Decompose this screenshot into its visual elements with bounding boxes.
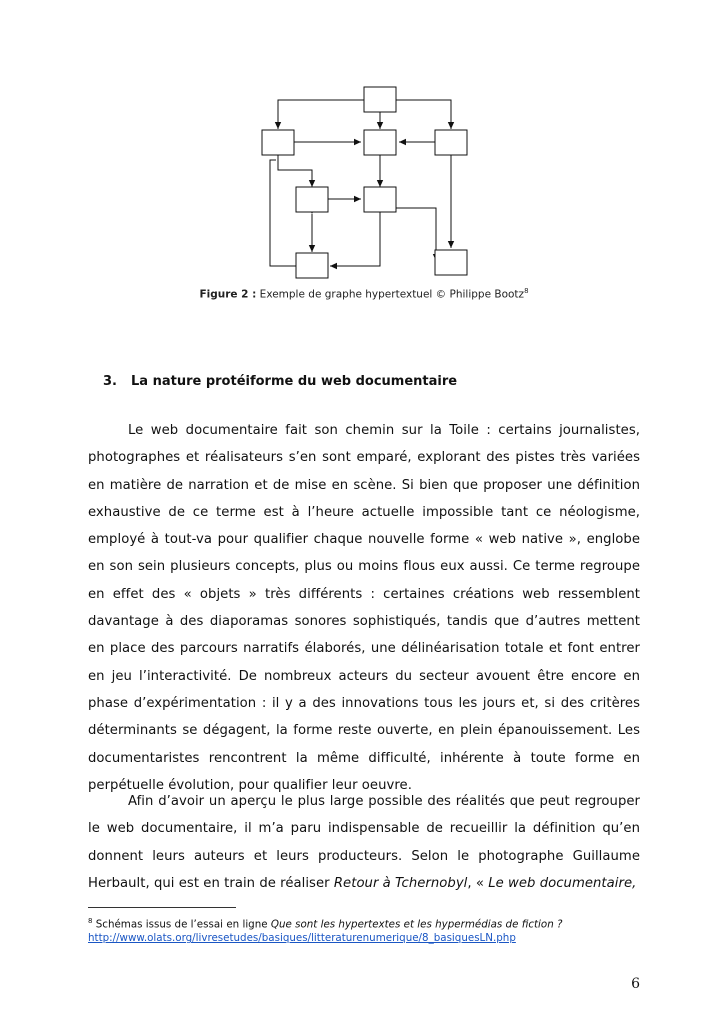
node-lower-left [296,187,328,212]
figure-note-ref: 8 [524,287,529,295]
paragraph-2-mid: , « [467,875,489,891]
section-heading [103,374,457,389]
footnote-separator [88,907,236,908]
footnote-source-title: Que sont les hypertextes et les hypermédias de fiction ? [270,918,563,931]
footnote-text: Schémas issus de l’essai en ligne [92,918,271,931]
edge-bottom-left-loop [270,160,296,266]
node-lower-middle [364,187,396,212]
edge-top-right [396,100,451,129]
edge-lowermiddle-bottomright [396,208,436,261]
section-number: 3. [103,374,117,389]
node-left [262,130,294,155]
edge-top-left [278,100,364,129]
footnote-number: 8 [88,917,93,925]
footnote-link[interactable]: http://www.olats.org/livresetudes/basiques/litteraturenumerique/8_basiquesLN.php [88,932,516,945]
node-bottom-right [435,250,467,275]
paragraph-1-text: Le web documentaire fait son chemin sur la Toile : certains journalistes, photographes et réalisateurs s’en sont emparé, explorant des pistes très variées en matière de narration et de mise en scène. Si bien que proposer une définition exhaustive de ce terme est à l’heure actuelle impossible tant ce néologisme, employé à tout-va pour qualifier chaque nouvelle forme « web native », englobe en son sein plusieurs concepts, plus ou moins flous eux aussi. Ce terme regroupe en effet des « objets » très différents : certaines créations web ressemblent davantage à des diaporamas sonores sophistiqués, tandis que d’autres mettent en place des parcours narratifs élaborés, une délinéarisation totale et font entrer en jeu l’interactivité. De nombreux acteurs du secteur avouent être encore en phase d’expérimentation : il y a des innovations tous les jours et, si des critères déterminants se dégagent, la forme reste ouverte, en plein épanouissement. Les documentaristes rencontrent la même difficulté, inhérente à toute forme en perpétuelle évolution, pour qualifier leur oeuvre. [88,423,640,793]
edge-left-lowerleft [278,155,312,187]
paragraph-2-text: Afin d’avoir un aperçu le plus large possible des réalités que peut regrouper le web documentaire, il m’a paru indispensable de recueillir la définition qu’en donnent leurs auteurs et leurs producteurs. Selon le photographe Guillaume Herbault, qui est en train de réaliser [88,794,640,891]
footnote [88,914,648,945]
node-bottom [296,253,328,278]
paragraph-2-work-title: Retour à Tchernobyl [333,875,468,891]
node-top [364,87,396,112]
section-title: La nature protéiforme du web documentaire [131,374,458,389]
node-right [435,130,467,155]
figure-caption [0,287,728,301]
hypertext-graph-diagram [0,0,728,300]
paragraph-2 [88,788,640,897]
edge-lowermiddle-bottom [330,212,380,266]
paragraph-1 [88,417,640,799]
figure-label: Figure 2 : [199,288,257,301]
paragraph-2-quote: Le web documentaire, [488,875,637,891]
page-number: 6 [631,976,640,992]
node-middle [364,130,396,155]
figure-caption-text: Exemple de graphe hypertextuel © Philippe Bootz [256,288,525,301]
